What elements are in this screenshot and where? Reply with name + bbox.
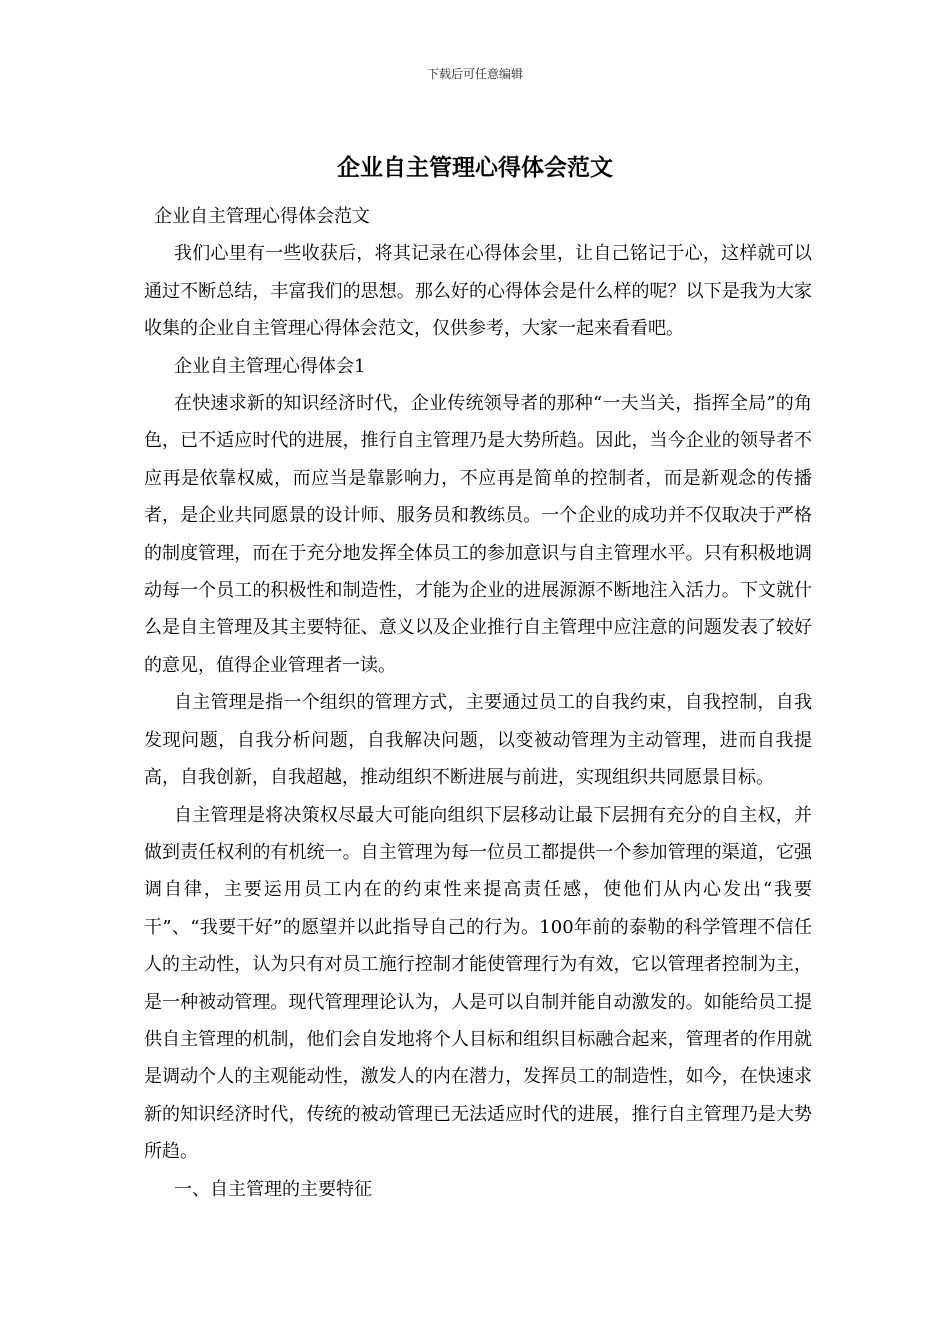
paragraph-2: 自主管理是指一个组织的管理方式，主要通过员工的自我约束，自我控制，自我发现问题，自我分析问题，自我解决问题，以变被动管理为主动管理，进而自我提高，自我创新，自我超越，推动组织不断进展与前进，实现组织共同愿景目标。 bbox=[144, 692, 812, 789]
document-subtitle: 企业自主管理心得体会范文 bbox=[154, 206, 370, 227]
section-heading: 企业自主管理心得体会1 bbox=[174, 355, 366, 377]
paragraph-3: 自主管理是将决策权尽最大可能向组织下层移动让最下层拥有充分的自主权，并做到责任权利的有机统一。自主管理为每一位员工都提供一个参加管理的渠道，它强调自律，主要运用员工内在的约束性来提高责任感，使他们从内心发出“我要干”、“我要干好”的愿望并以此指导自己的行为。100年前的泰勒的科学管理不信任人的主动性，认为只有对员工施行控制才能使管理行为有效，它以管理者控制为主，是一种被动管理。现代管理理论认为，人是可以自制并能自动激发的。如能给员工提供自主管理的机制，他们会自发地将个人目标和组织目标融合起来，管理者的作用就是调动个人的主观能动性，激发人的内在潜力，发挥员工的制造性，如今，在快速求新的知识经济时代，传统的被动管理已无法适应时代的进展，推行自主管理乃是大势所趋。 bbox=[144, 804, 812, 1163]
paragraph-1: 在快速求新的知识经济时代，企业传统领导者的那种“一夫当关，指挥全局”的角色，已不适应时代的进展，推行自主管理乃是大势所趋。因此，当今企业的领导者不应再是依靠权威，而应当是靠影响力，不应再是简单的控制者，而是新观念的传播者，是企业共同愿景的设计师、服务员和教练员。一个企业的成功并不仅取决于严格的制度管理，而在于充分地发挥全体员工的参加意识与自主管理水平。只有积极地调动每一个员工的积极性和制造性，才能为企业的进展源源不断地注入活力。下文就什么是自主管理及其主要特征、意义以及企业推行自主管理中应注意的问题发表了较好的意见，值得企业管理者一读。 bbox=[144, 393, 812, 676]
document-body bbox=[144, 198, 812, 1208]
header-note: 下载后可任意编辑 bbox=[426, 67, 523, 81]
subsection-heading: 一、自主管理的主要特征 bbox=[174, 1178, 372, 1200]
document-title: 企业自主管理心得体会范文 bbox=[337, 154, 613, 181]
intro-paragraph: 我们心里有一些收获后，将其记录在心得体会里，让自己铭记于心，这样就可以通过不断总结，丰富我们的思想。那么好的心得体会是什么样的呢？以下是我为大家收集的企业自主管理心得体会范文，仅供参考，大家一起来看看吧。 bbox=[144, 243, 812, 340]
